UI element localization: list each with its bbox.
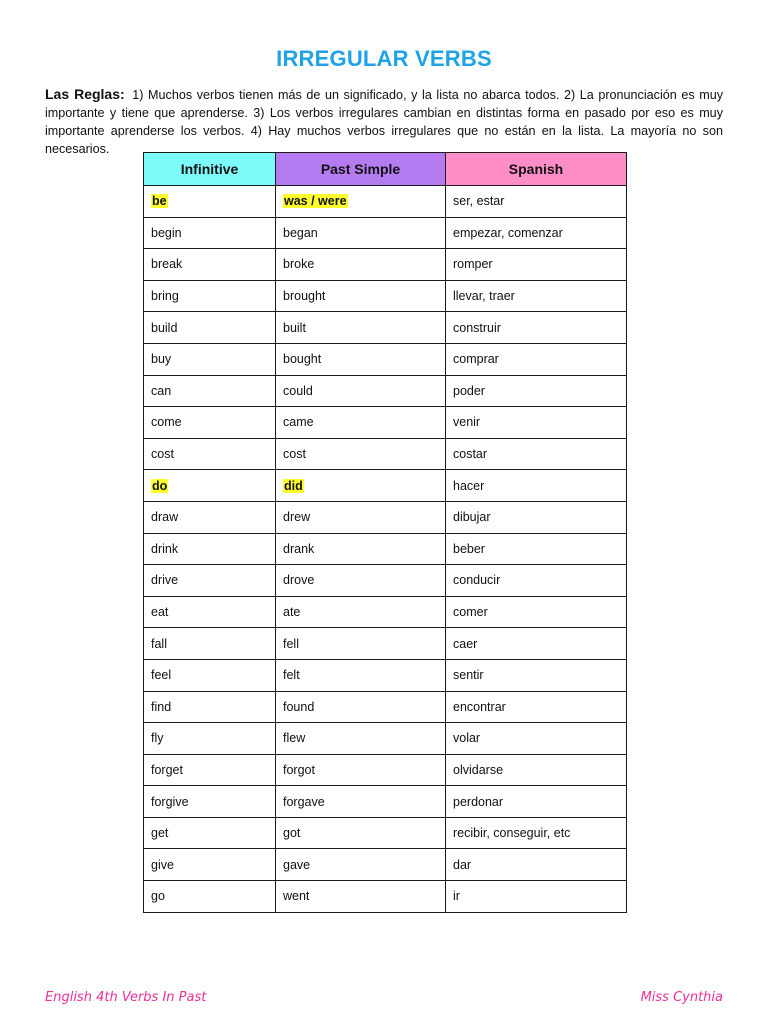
- spanish-cell: [446, 312, 627, 344]
- infinitive-cell-text: come: [151, 415, 182, 430]
- spanish-cell: [446, 375, 627, 407]
- spanish-cell-text: construir: [453, 320, 501, 335]
- spanish-cell-text: dibujar: [453, 510, 491, 525]
- infinitive-cell-text: buy: [151, 352, 172, 367]
- spanish-cell-text: empezar, comenzar: [453, 225, 563, 240]
- table-row: [144, 754, 627, 786]
- infinitive-cell-text: be: [152, 194, 167, 209]
- past-simple-cell: [276, 470, 446, 502]
- past-simple-cell: [276, 217, 446, 249]
- infinitive-cell: [144, 470, 276, 502]
- spanish-cell-text: romper: [453, 257, 493, 272]
- past-simple-cell-text: was / were: [284, 194, 347, 209]
- spanish-cell-text: comer: [453, 605, 488, 620]
- infinitive-cell-text: fly: [151, 731, 164, 746]
- rules-label: Las Reglas:: [45, 86, 125, 102]
- spanish-cell: [446, 723, 627, 755]
- spanish-cell: [446, 438, 627, 470]
- spanish-cell-text: recibir, conseguir, etc: [453, 826, 571, 841]
- spanish-cell-text: conducir: [453, 573, 501, 588]
- table-row: [144, 628, 627, 660]
- past-simple-cell: [276, 375, 446, 407]
- past-simple-cell-text: got: [283, 826, 301, 841]
- spanish-cell-text: llevar, traer: [453, 289, 515, 304]
- infinitive-cell: [144, 375, 276, 407]
- spanish-cell: [446, 817, 627, 849]
- past-simple-cell-text: began: [283, 225, 318, 240]
- infinitive-cell-text: break: [151, 257, 183, 272]
- spanish-cell: [446, 217, 627, 249]
- infinitive-cell: [144, 596, 276, 628]
- infinitive-cell: [144, 881, 276, 913]
- header-past-simple: Past Simple: [276, 153, 446, 186]
- spanish-cell-text: perdonar: [453, 794, 504, 809]
- infinitive-cell: [144, 628, 276, 660]
- infinitive-cell-text: feel: [151, 668, 172, 683]
- infinitive-cell: [144, 501, 276, 533]
- spanish-cell: [446, 565, 627, 597]
- infinitive-cell: [144, 786, 276, 818]
- past-simple-cell: [276, 881, 446, 913]
- table-row: [144, 280, 627, 312]
- infinitive-cell-text: build: [151, 320, 178, 335]
- table-row: [144, 659, 627, 691]
- past-simple-cell-text: forgot: [283, 762, 315, 777]
- infinitive-cell-text: drive: [151, 573, 179, 588]
- spanish-cell: [446, 501, 627, 533]
- infinitive-cell: [144, 533, 276, 565]
- past-simple-cell: [276, 849, 446, 881]
- spanish-cell: [446, 659, 627, 691]
- past-simple-cell-text: found: [283, 699, 315, 714]
- rules-text: 1) Muchos verbos tienen más de un significado, y la lista no abarca todos. 2) La pronunciación es muy importante y tiene que aprenderse. 3) Los verbos irregulares cambian en distintas forma en pasado por eso es muy importante aprenderse los verbos. 4) Hay muchos verbos irregulares que no están en la lista. La mayoría no son necesarios.: [45, 88, 724, 156]
- infinitive-cell-text: cost: [151, 447, 174, 462]
- infinitive-cell: [144, 186, 276, 218]
- past-simple-cell-text: went: [283, 889, 310, 904]
- spanish-cell-text: ir: [453, 889, 460, 904]
- spanish-cell-text: poder: [453, 383, 485, 398]
- spanish-cell: [446, 280, 627, 312]
- spanish-cell-text: encontrar: [453, 699, 506, 714]
- infinitive-cell: [144, 659, 276, 691]
- table-row: [144, 312, 627, 344]
- table-row: [144, 249, 627, 281]
- table-row: [144, 786, 627, 818]
- spanish-cell: [446, 470, 627, 502]
- infinitive-cell: [144, 565, 276, 597]
- past-simple-cell: [276, 817, 446, 849]
- infinitive-cell-text: bring: [151, 289, 179, 304]
- past-simple-cell-text: broke: [283, 257, 315, 272]
- past-simple-cell-text: gave: [283, 857, 311, 872]
- table-row: [144, 723, 627, 755]
- past-simple-cell-text: drew: [283, 510, 311, 525]
- infinitive-cell: [144, 343, 276, 375]
- table-header-row: [144, 153, 627, 186]
- past-simple-cell: [276, 565, 446, 597]
- spanish-cell: [446, 628, 627, 660]
- past-simple-cell-text: brought: [283, 289, 326, 304]
- past-simple-cell-text: did: [284, 478, 303, 493]
- past-simple-cell: [276, 723, 446, 755]
- infinitive-cell: [144, 754, 276, 786]
- table-row: [144, 501, 627, 533]
- infinitive-cell: [144, 249, 276, 281]
- header-spanish: Spanish: [446, 153, 627, 186]
- past-simple-cell: [276, 501, 446, 533]
- spanish-cell: [446, 849, 627, 881]
- table-row: [144, 881, 627, 913]
- infinitive-cell-text: draw: [151, 510, 179, 525]
- footer-course: English 4th Verbs In Past: [45, 990, 207, 1005]
- past-simple-cell-text: drove: [283, 573, 315, 588]
- table-row: [144, 817, 627, 849]
- spanish-cell-text: ser, estar: [453, 194, 505, 209]
- infinitive-cell-text: drink: [151, 541, 179, 556]
- infinitive-cell: [144, 438, 276, 470]
- infinitive-cell-text: begin: [151, 225, 182, 240]
- past-simple-cell: [276, 596, 446, 628]
- past-simple-cell: [276, 438, 446, 470]
- infinitive-cell: [144, 817, 276, 849]
- past-simple-cell: [276, 312, 446, 344]
- table-row: [144, 343, 627, 375]
- infinitive-cell-text: do: [152, 478, 168, 493]
- past-simple-cell-text: bought: [283, 352, 322, 367]
- infinitive-cell: [144, 723, 276, 755]
- footer-author: Miss Cynthia: [640, 990, 723, 1005]
- spanish-cell: [446, 596, 627, 628]
- spanish-cell-text: sentir: [453, 668, 484, 683]
- page-title: IRREGULAR VERBS: [276, 46, 492, 71]
- infinitive-cell: [144, 691, 276, 723]
- past-simple-cell: [276, 754, 446, 786]
- past-simple-cell-text: came: [283, 415, 314, 430]
- past-simple-cell-text: built: [283, 320, 306, 335]
- table-row: [144, 186, 627, 218]
- infinitive-cell-text: go: [151, 889, 165, 904]
- past-simple-cell: [276, 280, 446, 312]
- spanish-cell: [446, 691, 627, 723]
- table-row: [144, 438, 627, 470]
- spanish-cell: [446, 186, 627, 218]
- infinitive-cell: [144, 407, 276, 439]
- spanish-cell-text: olvidarse: [453, 762, 504, 777]
- spanish-cell: [446, 533, 627, 565]
- past-simple-cell: [276, 343, 446, 375]
- past-simple-cell: [276, 691, 446, 723]
- infinitive-cell-text: can: [151, 383, 172, 398]
- spanish-cell: [446, 881, 627, 913]
- infinitive-cell: [144, 849, 276, 881]
- infinitive-cell-text: find: [151, 699, 172, 714]
- infinitive-cell-text: forget: [151, 762, 183, 777]
- table-row: [144, 407, 627, 439]
- past-simple-cell: [276, 186, 446, 218]
- spanish-cell-text: comprar: [453, 352, 499, 367]
- table-row: [144, 849, 627, 881]
- past-simple-cell: [276, 628, 446, 660]
- infinitive-cell: [144, 312, 276, 344]
- past-simple-cell: [276, 407, 446, 439]
- past-simple-cell-text: cost: [283, 447, 306, 462]
- infinitive-cell-text: fall: [151, 636, 167, 651]
- table-row: [144, 565, 627, 597]
- spanish-cell: [446, 754, 627, 786]
- header-infinitive: Infinitive: [144, 153, 276, 186]
- past-simple-cell-text: forgave: [283, 794, 325, 809]
- spanish-cell: [446, 786, 627, 818]
- table-row: [144, 470, 627, 502]
- infinitive-cell-text: forgive: [151, 794, 189, 809]
- table-row: [144, 691, 627, 723]
- table-row: [144, 596, 627, 628]
- past-simple-cell-text: fell: [283, 636, 299, 651]
- past-simple-cell-text: ate: [283, 605, 301, 620]
- spanish-cell-text: costar: [453, 447, 488, 462]
- past-simple-cell-text: could: [283, 383, 313, 398]
- infinitive-cell-text: eat: [151, 605, 169, 620]
- spanish-cell: [446, 249, 627, 281]
- infinitive-cell: [144, 280, 276, 312]
- rules-paragraph: [45, 85, 723, 158]
- spanish-cell-text: volar: [453, 731, 481, 746]
- infinitive-cell-text: give: [151, 857, 174, 872]
- irregular-verbs-table: [143, 152, 627, 913]
- spanish-cell-text: dar: [453, 857, 472, 872]
- spanish-cell: [446, 407, 627, 439]
- spanish-cell-text: beber: [453, 541, 485, 556]
- past-simple-cell: [276, 533, 446, 565]
- past-simple-cell: [276, 659, 446, 691]
- spanish-cell: [446, 343, 627, 375]
- table-row: [144, 217, 627, 249]
- table-body: [144, 186, 627, 913]
- past-simple-cell-text: felt: [283, 668, 300, 683]
- past-simple-cell: [276, 249, 446, 281]
- past-simple-cell-text: drank: [283, 541, 315, 556]
- spanish-cell-text: caer: [453, 636, 478, 651]
- past-simple-cell-text: flew: [283, 731, 306, 746]
- infinitive-cell: [144, 217, 276, 249]
- past-simple-cell: [276, 786, 446, 818]
- table-row: [144, 533, 627, 565]
- spanish-cell-text: venir: [453, 415, 481, 430]
- spanish-cell-text: hacer: [453, 478, 485, 493]
- infinitive-cell-text: get: [151, 826, 169, 841]
- table-row: [144, 375, 627, 407]
